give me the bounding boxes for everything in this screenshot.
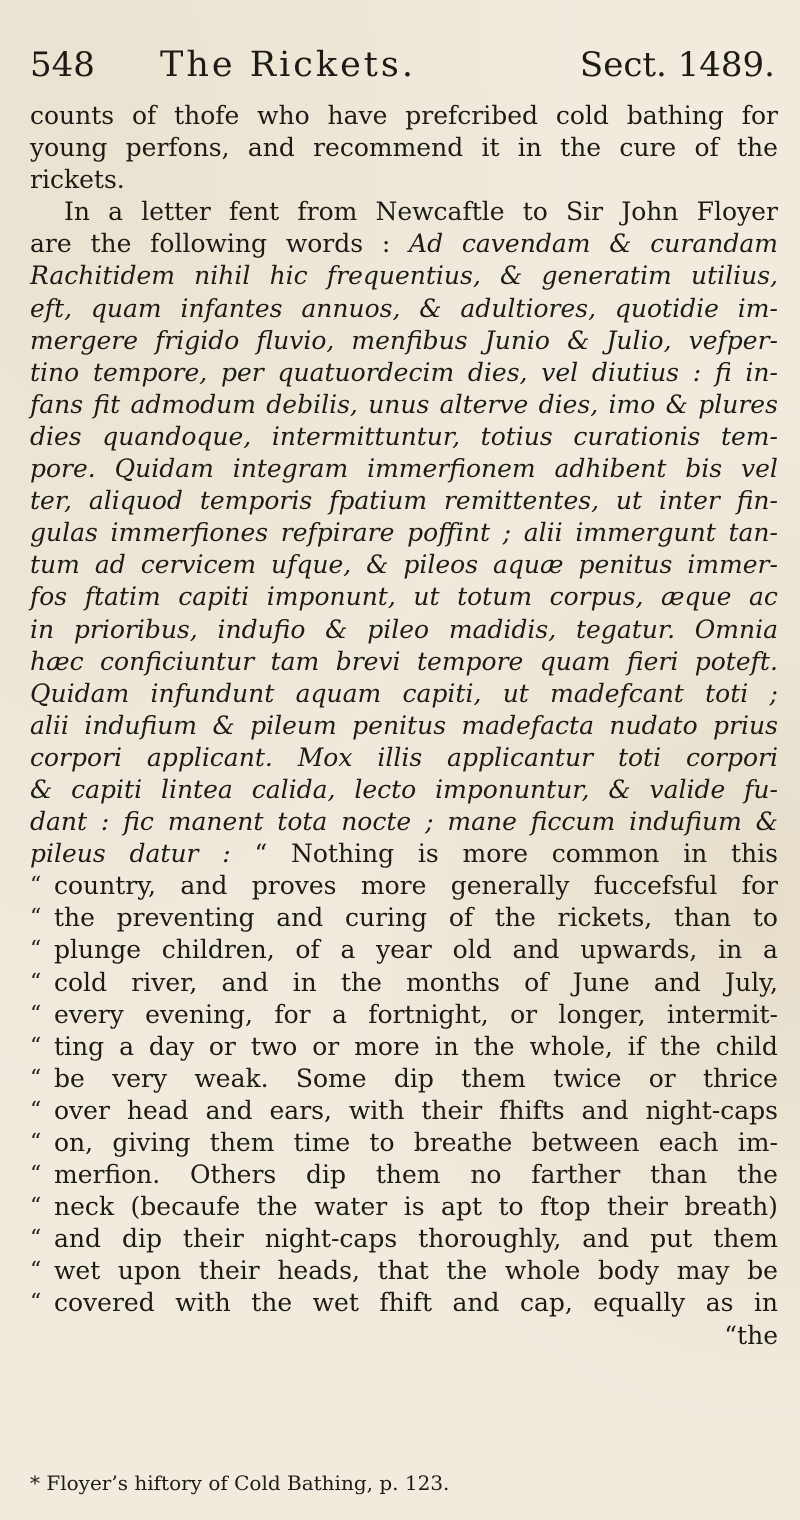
quote-mark: “ bbox=[30, 1162, 42, 1188]
text-line: rickets. bbox=[30, 165, 125, 195]
text-line: pore. Quidam integram immerfionem adhibent bis vel bbox=[30, 454, 778, 484]
text-line: mergere frigido fluvio, menfibus Junio & Julio, vefper- bbox=[30, 325, 778, 355]
quote-mark: “ bbox=[30, 1001, 42, 1027]
text-line: are the following words : Ad cavendam & curandam bbox=[30, 229, 778, 259]
quoted-text: be very weak. Some dip them twice or thrice bbox=[54, 1063, 778, 1093]
quoted-text: and dip their night-caps thoroughly, and put them bbox=[54, 1224, 778, 1254]
quote-mark: “ bbox=[30, 1033, 42, 1059]
quote-mark: “ bbox=[30, 1226, 42, 1252]
text-line bbox=[30, 1095, 778, 1127]
quote-mark: “ bbox=[30, 1065, 42, 1091]
text-line: in prioribus, indufio & pileo madidis, tegatur. Omnia bbox=[30, 614, 778, 644]
quoted-text: neck (becaufe the water is apt to ftop their breath) bbox=[54, 1192, 778, 1222]
text-line: eft, quam infantes annuos, & adultiores, quotidie im- bbox=[30, 293, 778, 323]
text-line: tino tempore, per quatuordecim dies, vel diutius : fi in- bbox=[30, 357, 778, 387]
quoted-text: every evening, for a fortnight, or longer, intermit- bbox=[54, 999, 778, 1029]
text-line bbox=[30, 1255, 778, 1287]
quoted-text: over head and ears, with their fhifts and night-caps bbox=[54, 1095, 778, 1125]
quoted-text: country, and proves more generally fuccefsful for bbox=[54, 871, 778, 901]
text-line: tum ad cervicem ufque, & pileos aquæ penitus immer- bbox=[30, 550, 778, 580]
text-line: ter, aliquod temporis fpatium remittentes, ut inter fin- bbox=[30, 486, 778, 516]
text-line bbox=[30, 1159, 778, 1191]
quoted-text: the preventing and curing of the rickets, than to bbox=[54, 903, 778, 933]
text-line: alii indufium & pileum penitus madefacta nudato prius bbox=[30, 710, 778, 740]
text-line: dant : fic manent tota nocte ; mane ficcum indufium & bbox=[30, 807, 778, 837]
text-line bbox=[30, 1031, 778, 1063]
quoted-text: ting a day or two or more in the whole, if the child bbox=[54, 1031, 778, 1061]
text-line: “ the bbox=[724, 1320, 778, 1350]
text-line: Quidam infundunt aquam capiti, ut madefcant toti ; bbox=[30, 678, 778, 708]
quote-mark: “ bbox=[30, 1130, 42, 1155]
text-line bbox=[30, 934, 778, 966]
quoted-text: cold river, and in the months of June and July, bbox=[54, 967, 778, 997]
footnote: * Floyer’s hiftory of Cold Bathing, p. 123. bbox=[30, 1471, 450, 1495]
quote-mark: “ bbox=[30, 873, 42, 899]
quoted-text: covered with the wet fhift and cap, equally as in bbox=[54, 1288, 778, 1318]
page-number: 548 bbox=[30, 45, 95, 85]
quoted-text: plunge children, of a year old and upwards, in a bbox=[54, 935, 778, 965]
page-header bbox=[30, 40, 775, 90]
quote-mark: “ bbox=[30, 905, 42, 931]
text-line: corpori applicant. Mox illis applicantur toti corpori bbox=[30, 742, 778, 772]
body-text bbox=[30, 100, 778, 1352]
section-number: Sect. 1489. bbox=[579, 45, 775, 85]
text-line: In a letter fent from Newcaftle to Sir John Floyer bbox=[64, 197, 778, 227]
text-line bbox=[30, 1127, 778, 1159]
quoted-text: merfion. Others dip them no farther than the bbox=[54, 1160, 778, 1190]
text-line: & capiti lintea calida, lecto imponuntur, & valide fu- bbox=[30, 774, 778, 804]
text-line: dies quandoque, intermittuntur, totius curationis tem- bbox=[30, 421, 778, 451]
text-line bbox=[30, 1223, 778, 1255]
quote-mark: “ bbox=[30, 937, 42, 963]
quote-mark: “ bbox=[30, 1194, 42, 1220]
text-line bbox=[30, 1063, 778, 1095]
text-line: hæc conficiuntur tam brevi tempore quam fieri poteft. bbox=[30, 646, 778, 676]
quoted-text: on, giving them time to breathe between each im- bbox=[54, 1128, 778, 1157]
text-line bbox=[30, 999, 778, 1031]
text-line: young perfons, and recommend it in the cure of the bbox=[30, 133, 778, 163]
text-line bbox=[30, 902, 778, 934]
text-line: Rachitidem nihil hic frequentius, & generatim utilius, bbox=[30, 261, 778, 291]
text-line: fos ftatim capiti imponunt, ut totum corpus, æque ac bbox=[30, 582, 778, 612]
quote-mark: “ bbox=[30, 1290, 42, 1316]
text-line: gulas immerfiones refpirare poffint ; alii immergunt tan- bbox=[30, 518, 778, 548]
text-line: counts of thofe who have prefcribed cold bathing for bbox=[30, 101, 778, 130]
running-title: The Rickets. bbox=[160, 45, 416, 85]
text-line bbox=[30, 1191, 778, 1223]
quote-mark: “ bbox=[30, 1258, 42, 1284]
text-line bbox=[30, 870, 778, 902]
text-line bbox=[30, 1287, 778, 1319]
quote-mark: “ bbox=[30, 969, 42, 995]
text-line: fans fit admodum debilis, unus alterve dies, imo & plures bbox=[30, 389, 778, 419]
text-line bbox=[30, 967, 778, 999]
quoted-text: wet upon their heads, that the whole body may be bbox=[54, 1256, 778, 1286]
quote-mark: “ bbox=[30, 1097, 42, 1123]
text-line: pileus datur : “ Nothing is more common in this bbox=[30, 839, 778, 869]
